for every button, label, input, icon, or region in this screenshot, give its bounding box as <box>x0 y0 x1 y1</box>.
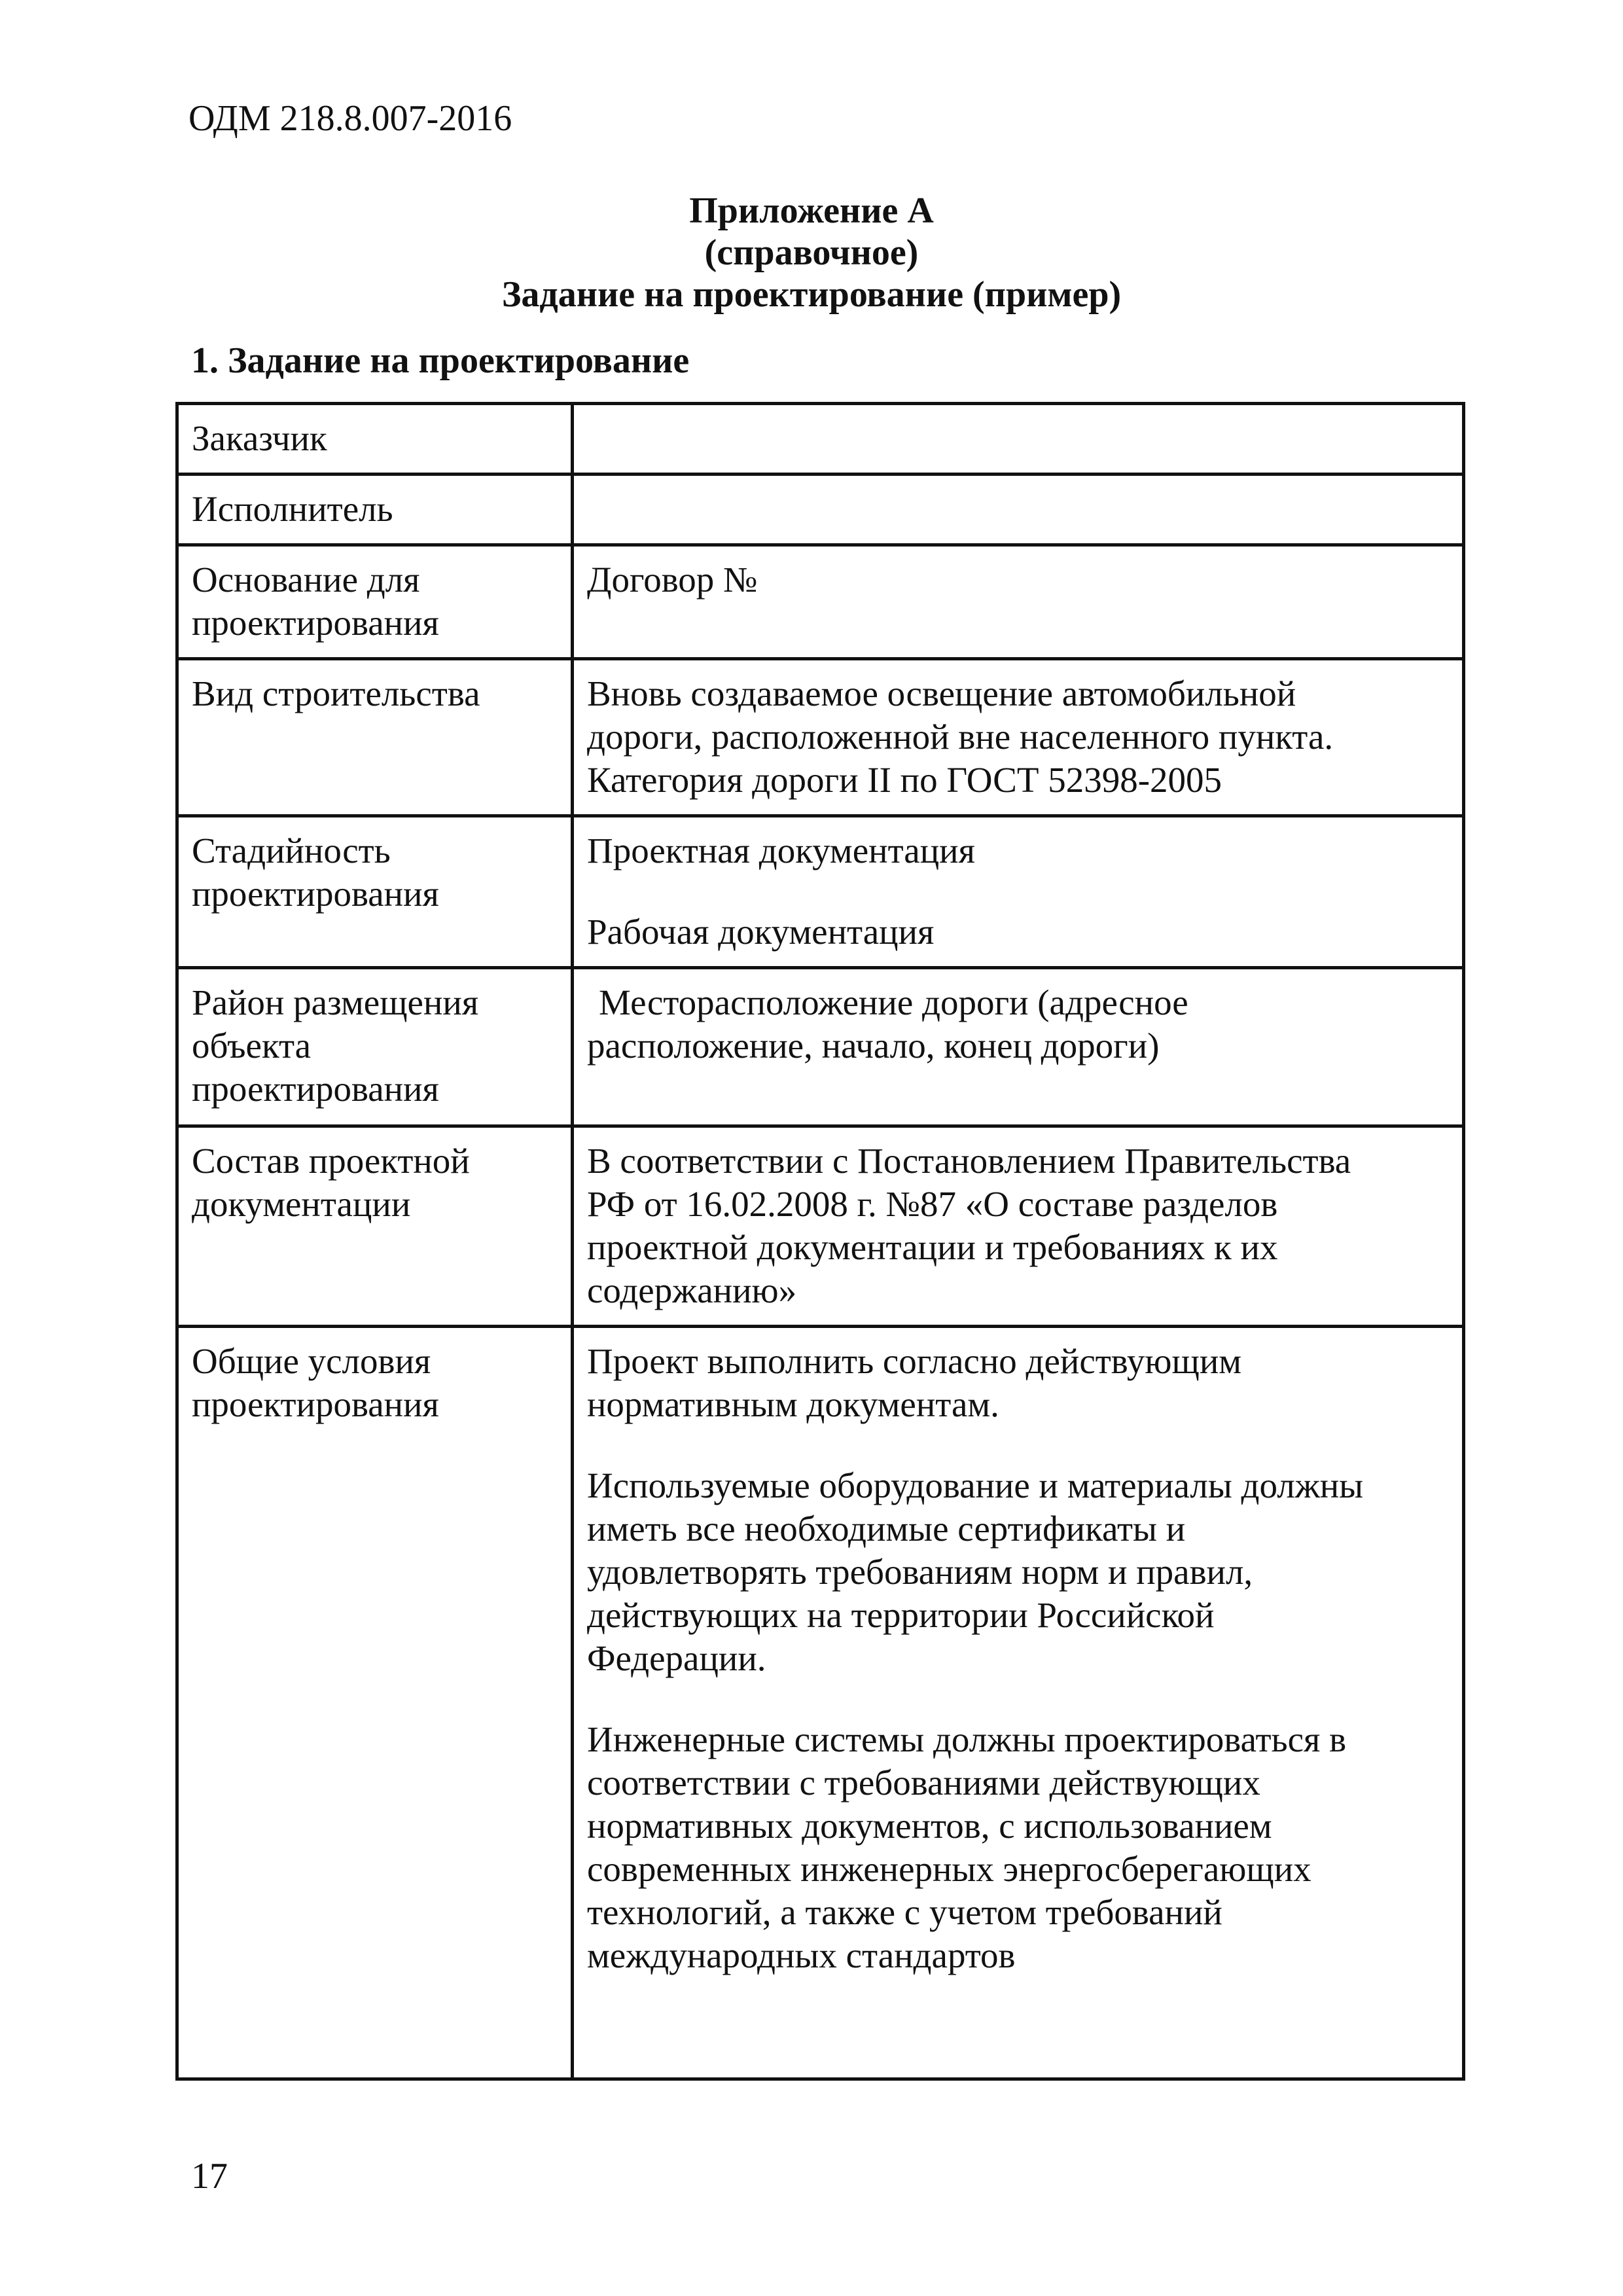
label-cell: Район размещения объекта проектирования <box>177 968 573 1126</box>
label-cell: Основание для проектирования <box>177 545 573 659</box>
table-row-stages <box>177 816 1464 968</box>
section-title: 1. Задание на проектирование <box>191 340 690 381</box>
value-cell: Проектная документация Рабочая документация <box>573 816 1464 968</box>
value-cell: В соответствии с Постановлением Правительства РФ от 16.02.2008 г. №87 «О составе разделов проектной документации и требованиях к их содержанию» <box>573 1126 1464 1327</box>
appendix-subtitle: Задание на проектирование (пример) <box>501 274 1122 315</box>
table-row-contractor <box>177 475 1464 545</box>
appendix-type: (справочное) <box>704 232 919 273</box>
label-cell: Заказчик <box>177 404 573 475</box>
table-row-basis <box>177 545 1464 659</box>
label-cell: Вид строительства <box>177 659 573 816</box>
appendix-heading <box>0 190 1623 315</box>
table-row-general-conditions <box>177 1327 1464 2079</box>
value-cell: Месторасположение дороги (адресное расположение, начало, конец дороги) <box>573 968 1464 1126</box>
value-cell: Договор № <box>573 545 1464 659</box>
value-cell-empty <box>573 475 1464 545</box>
label-cell: Стадийность проектирования <box>177 816 573 968</box>
value-cell: Проект выполнить согласно действующим нормативным документам. Используемые оборудование и материалы должны иметь все необходимые сертификаты и удовлетворять требованиям норм и правил, действующих на территории Российской Федерации. Инженерные системы должны проектироваться в соответствии с требованиями действующих нормативных документов, с использованием современных инженерных энергосберегающих технологий, а также с учетом требований международных стандартов <box>573 1327 1464 2079</box>
table-row-construction-type <box>177 659 1464 816</box>
table-row-customer <box>177 404 1464 475</box>
label-cell: Состав проектной документации <box>177 1126 573 1327</box>
document-code: ОДМ 218.8.007-2016 <box>188 98 512 139</box>
value-cell: Вновь создаваемое освещение автомобильной дороги, расположенной вне населенного пункта. Категория дороги II по ГОСТ 52398-2005 <box>573 659 1464 816</box>
value-cell-empty <box>573 404 1464 475</box>
page-number: 17 <box>191 2156 228 2197</box>
label-cell: Общие условия проектирования <box>177 1327 573 2079</box>
table-row-location <box>177 968 1464 1126</box>
label-cell: Исполнитель <box>177 475 573 545</box>
design-task-table <box>175 402 1465 2081</box>
table-row-documentation <box>177 1126 1464 1327</box>
appendix-title: Приложение А <box>689 190 934 231</box>
